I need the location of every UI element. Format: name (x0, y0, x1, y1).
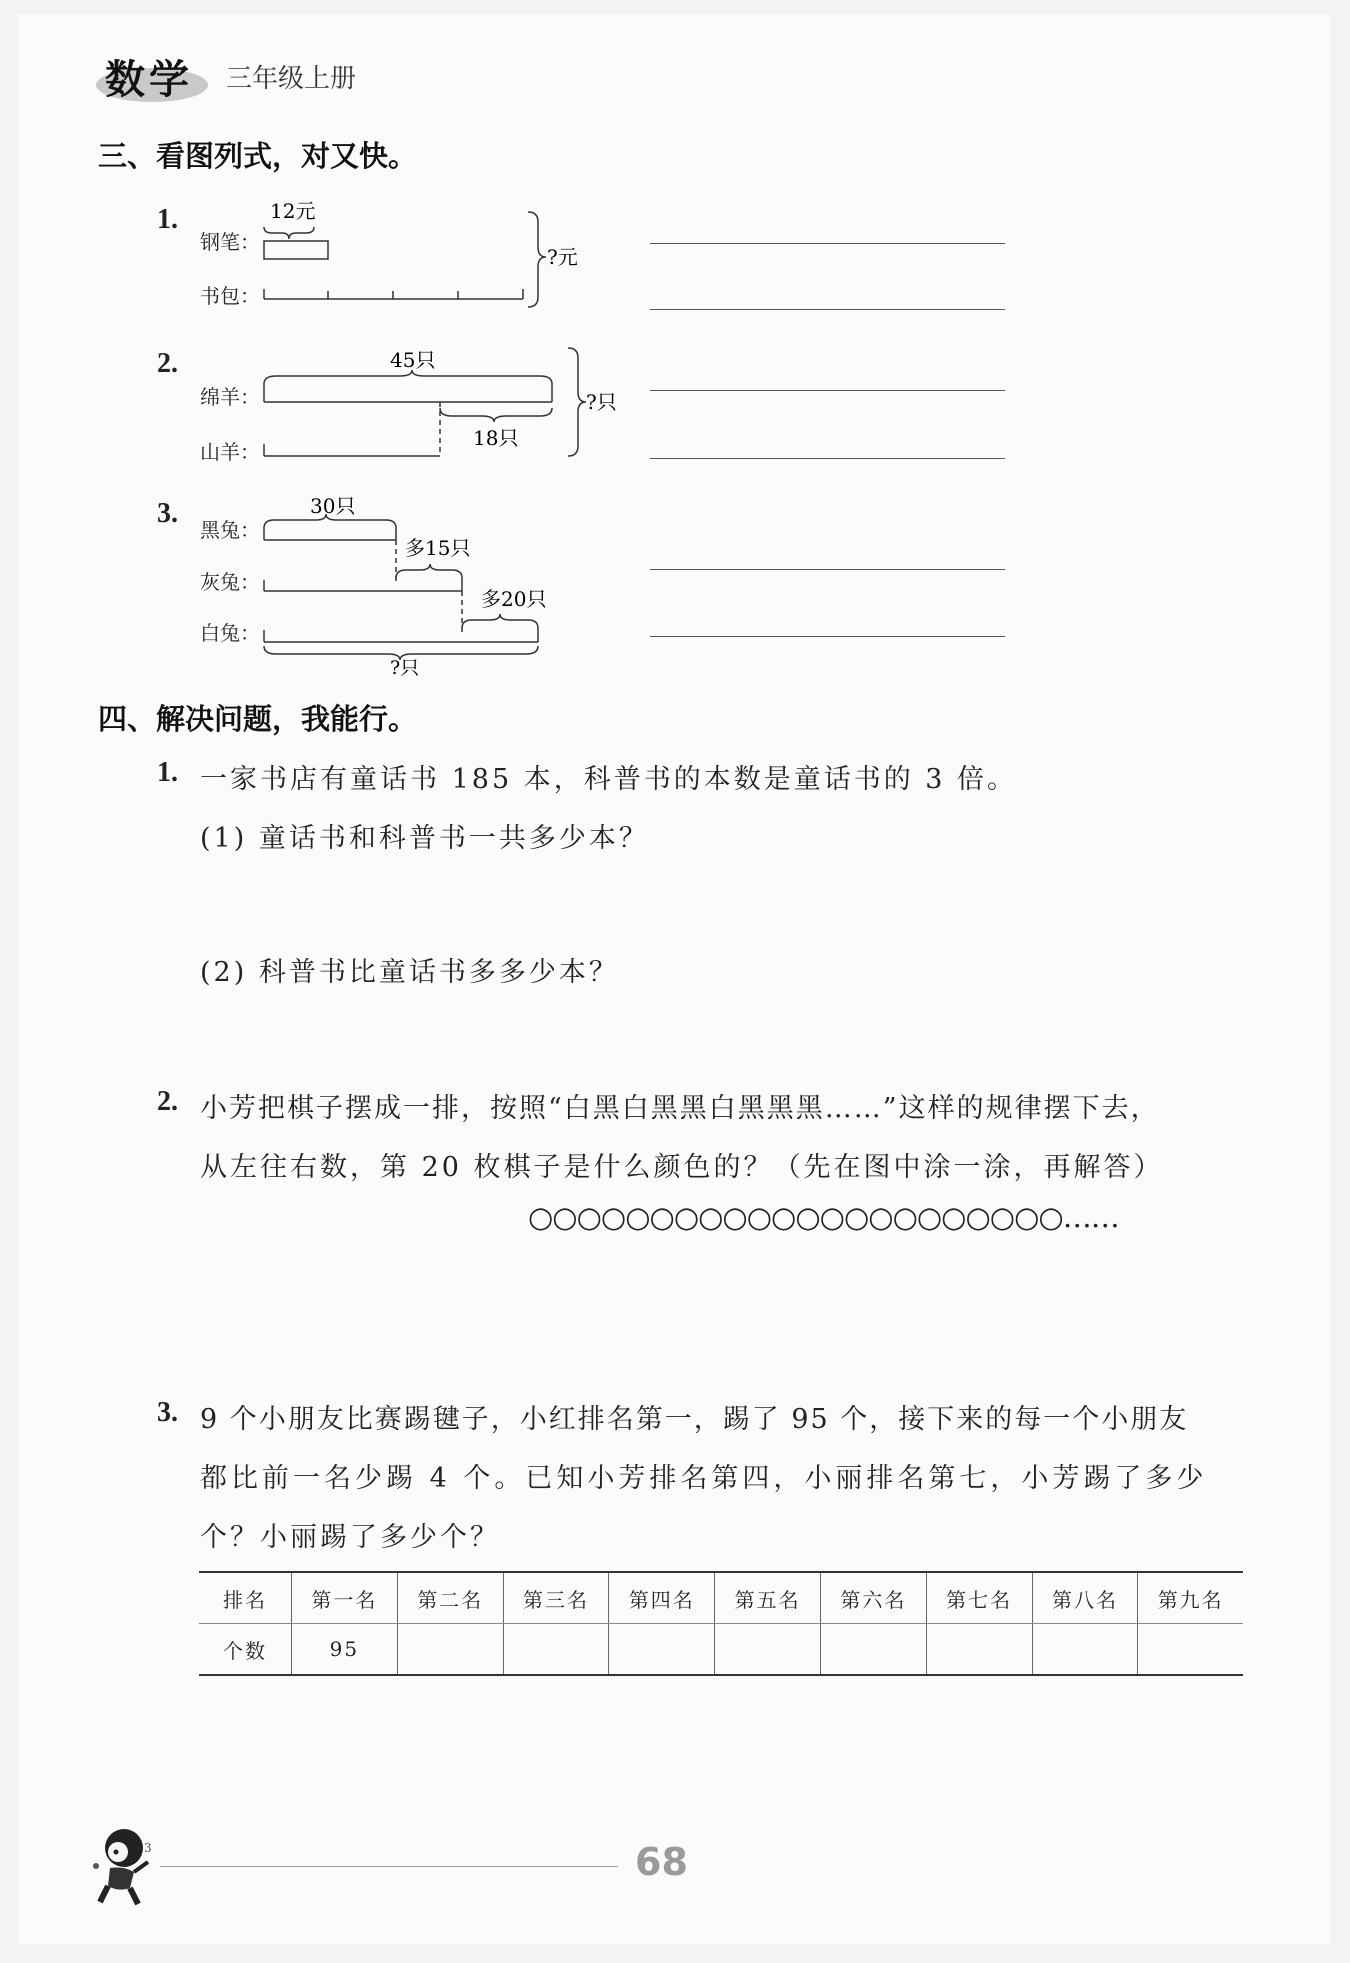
p3-number: 3. (157, 1397, 178, 1428)
q1-answer-line-2[interactable] (650, 309, 1005, 310)
p2-line-2: 从左往右数，第 20 枚棋子是什么颜色的？（先在图中涂一涂，再解答） (200, 1152, 1164, 1183)
q2-question: ?只 (586, 390, 617, 414)
q3-answer-line-2[interactable] (650, 636, 1005, 637)
rank-table-count-cell[interactable] (820, 1624, 926, 1676)
q2-label-sheep: 绵羊： (200, 385, 260, 409)
q1-label-pen: 钢笔： (200, 230, 260, 254)
p1-text: 一家书店有童话书 185 本，科普书的本数是童话书的 3 倍。 (200, 764, 1018, 795)
rank-table-header-cell: 第二名 (397, 1572, 503, 1624)
q1-diagram (250, 195, 600, 325)
q2-answer-line-2[interactable] (650, 458, 1005, 459)
rank-table (199, 1571, 1243, 1676)
q1-answer-line-1[interactable] (650, 243, 1005, 244)
q3-value-white-more: 多20只 (481, 587, 547, 611)
rank-table-count-cell[interactable] (503, 1624, 609, 1676)
p3-line-3: 个？小丽踢了多少个？ (200, 1522, 500, 1553)
q3-label-white: 白兔： (200, 621, 260, 645)
page-number: 68 (635, 1840, 688, 1884)
q3-value-black: 30只 (310, 494, 356, 518)
rank-table-header-cell: 第七名 (926, 1572, 1032, 1624)
q1-value-pen: 12元 (270, 199, 316, 223)
p3-line-2: 都比前一名少踢 4 个。已知小芳排名第四，小丽排名第七，小芳踢了多少 (200, 1463, 1208, 1494)
rank-table-header-cell: 第六名 (820, 1572, 926, 1624)
q2-value-sheep: 45只 (390, 348, 436, 372)
p3-line-1: 9 个小朋友比赛踢毽子，小红排名第一，踢了 95 个，接下来的每一个小朋友 (200, 1404, 1189, 1435)
q3-question: ?只 (390, 657, 420, 678)
rank-table-header-cell: 第九名 (1138, 1572, 1243, 1624)
footer-line (160, 1866, 618, 1867)
q2-label-goat: 山羊： (200, 440, 260, 464)
q1-question: ?元 (547, 245, 578, 269)
rank-table-header-cell: 第一名 (292, 1572, 398, 1624)
p2-line-1: 小芳把棋子摆成一排，按照“白黑白黑黑白黑黑黑……”这样的规律摆下去， (200, 1093, 1160, 1124)
rank-table-header-cell: 第八名 (1032, 1572, 1138, 1624)
q3-answer-line-1[interactable] (650, 569, 1005, 570)
rank-table-count-cell[interactable] (715, 1624, 821, 1676)
rank-table-count-cell[interactable] (1032, 1624, 1138, 1676)
section4-title: 四、解决问题，我能行。 (98, 702, 418, 736)
header-subject: 数学 (105, 57, 193, 103)
q3-diagram (250, 488, 570, 678)
rank-table-count-row (199, 1624, 1243, 1676)
q3-label-black: 黑兔： (200, 518, 260, 542)
p1-subquestion-2: (2) 科普书比童话书多多少本？ (200, 957, 619, 988)
q2-number: 2. (157, 348, 178, 379)
rank-table-header-cell: 第三名 (503, 1572, 609, 1624)
rank-table-count-cell[interactable] (926, 1624, 1032, 1676)
header-grade: 三年级上册 (226, 64, 357, 94)
q2-diagram (250, 340, 630, 480)
q3-number: 3. (157, 498, 178, 529)
p1-subquestion-1: (1) 童话书和科普书一共多少本？ (200, 823, 649, 854)
rank-table-header-row (199, 1572, 1243, 1624)
q3-value-gray-more: 多15只 (405, 536, 471, 560)
p2-circle-row[interactable]: ○○○○○○○○○○○○○○○○○○○○○○…… (528, 1200, 1119, 1234)
rank-table-header-cell: 第五名 (715, 1572, 821, 1624)
rank-table-header-cell: 第四名 (609, 1572, 715, 1624)
section3-title: 三、看图列式，对又快。 (98, 139, 418, 173)
svg-text:3: 3 (144, 1841, 152, 1855)
rank-table-row-label: 个数 (199, 1624, 292, 1676)
q1-label-bag: 书包： (200, 284, 260, 308)
mascot-icon (88, 1822, 160, 1912)
q2-answer-line-1[interactable] (650, 390, 1005, 391)
rank-table-count-cell[interactable] (397, 1624, 503, 1676)
p2-number: 2. (157, 1086, 178, 1117)
q1-number: 1. (157, 204, 178, 235)
rank-table-count-cell[interactable] (609, 1624, 715, 1676)
q2-value-diff: 18只 (473, 426, 519, 450)
p1-number: 1. (157, 757, 178, 788)
rank-table-header-cell: 排名 (199, 1572, 292, 1624)
rank-table-count-cell[interactable] (1138, 1624, 1243, 1676)
rank-table-count-cell: 95 (292, 1624, 398, 1676)
q3-label-gray: 灰兔： (200, 570, 260, 594)
